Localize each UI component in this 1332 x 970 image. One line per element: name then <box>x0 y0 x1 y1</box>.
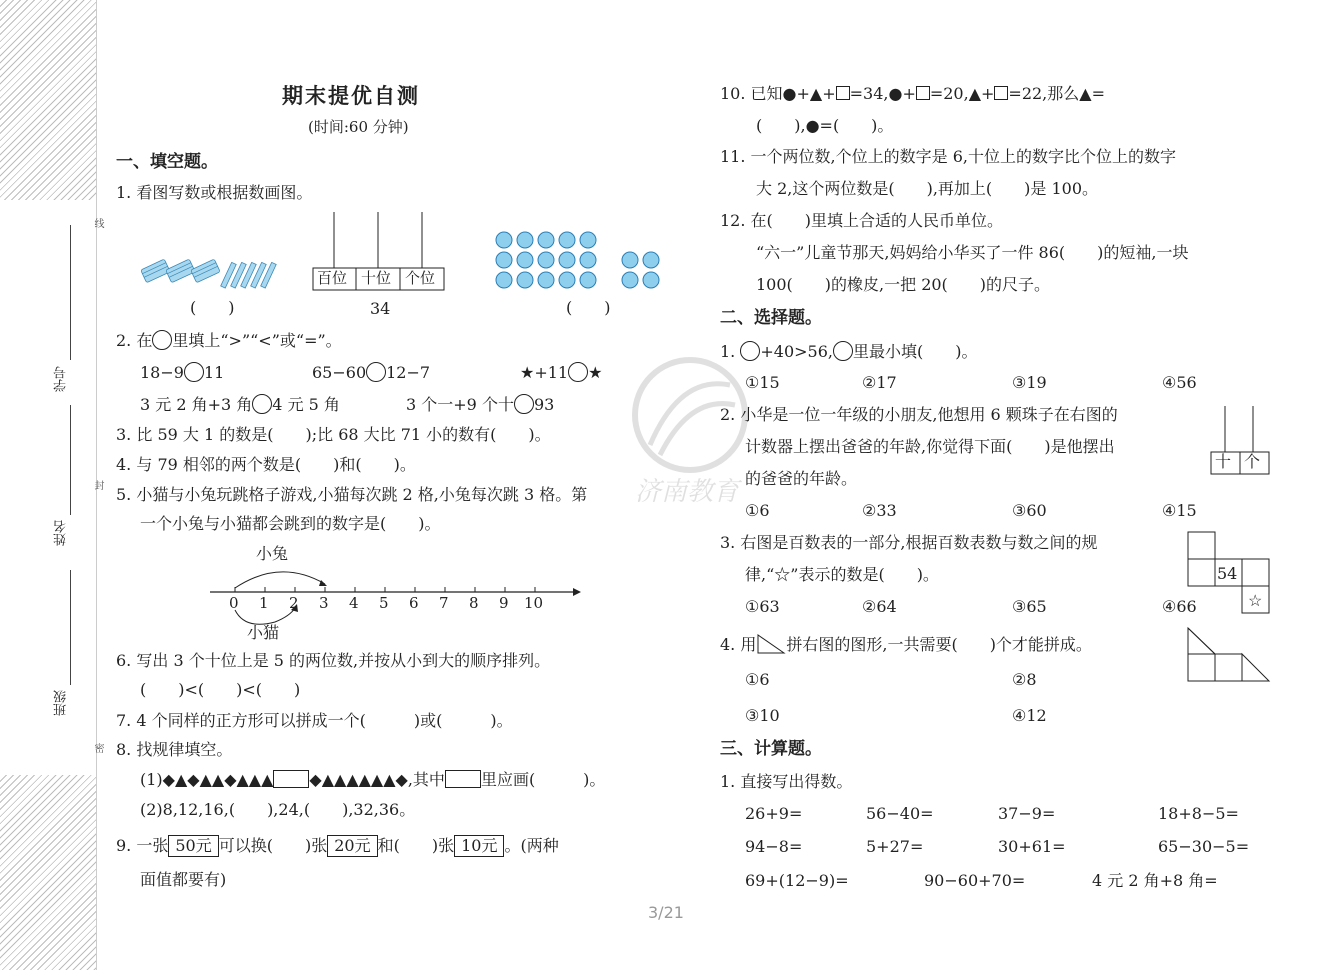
k1-text: 1. 直接写出得数。 <box>720 772 853 791</box>
watermark-text: 济南教育 <box>635 477 740 505</box>
c3-option-3: ③65 <box>1012 597 1047 616</box>
tick-2: 2 <box>289 594 299 612</box>
calc-1-1: 26+9= <box>745 804 803 823</box>
calc-1-3: 37−9= <box>998 804 1056 823</box>
label-student-id: 学号 <box>54 366 69 392</box>
calc-2-3: 30+61= <box>998 837 1066 856</box>
calc-3-1: 69+(12−9)= <box>745 871 849 890</box>
square-symbol-icon <box>994 86 1008 100</box>
mark-seal: 封 <box>92 480 103 490</box>
compare-circle-icon <box>514 394 534 414</box>
c2-text-3: 的爸爸的年龄。 <box>745 469 858 488</box>
calc-2-1: 94−8= <box>745 837 803 856</box>
q2-item-c: ★+11 ★ <box>520 363 603 382</box>
abacus-number: 34 <box>370 299 391 318</box>
abacus-label-hundreds: 百位 <box>317 269 348 287</box>
counter-label-tens: 十 <box>1215 452 1232 471</box>
c2-option-4: ④15 <box>1162 501 1197 520</box>
q8-part2: (2)8,12,16,( ),24,( ),32,36。 <box>140 800 416 819</box>
section-calculation: 三、计算题。 <box>720 739 822 759</box>
q2-item-a: 18−9 11 <box>140 363 225 382</box>
q8-part1: (1)◆▲◆▲▲◆▲▲▲ ◆▲▲▲▲▲▲◆,其中 里应画( )。 <box>140 770 606 789</box>
abacus-label-ones: 个位 <box>405 269 436 287</box>
q3-text: 3. 比 59 大 1 的数是( );比 68 大比 71 小的数有( )。 <box>116 425 551 444</box>
page-title: 期末提优自测 <box>282 83 420 108</box>
tick-1: 1 <box>259 594 269 612</box>
composite-shape-figure <box>1186 626 1272 684</box>
c3-option-1: ①63 <box>745 597 780 616</box>
q5-text-1: 5. 小猫与小兔玩跳格子游戏,小猫每次跳 2 格,小兔每次跳 3 格。第 <box>116 485 588 504</box>
q9-text-2: 面值都要有) <box>140 870 227 889</box>
q2-text: 2. 在 里填上“>”“<”或“=”。 <box>116 331 342 350</box>
q1-text: 1. 看图写数或根据数画图。 <box>116 183 313 202</box>
label-name: 姓名 <box>54 520 69 546</box>
page-number: 3/21 <box>648 903 684 922</box>
c4-option-1: ①6 <box>745 670 770 689</box>
id-underline <box>70 225 71 360</box>
mark-fold: 密 <box>92 743 103 753</box>
q2-item-b: 65−60 12−7 <box>312 363 431 382</box>
banknote-50: 50元 <box>168 835 218 857</box>
q1-blank-apples: ( ) <box>566 298 611 317</box>
cat-label: 小猫 <box>247 623 280 642</box>
square-symbol-icon <box>836 86 850 100</box>
c4-option-3: ③10 <box>745 706 780 725</box>
tick-7: 7 <box>439 594 449 612</box>
q2-item-d: 3 元 2 角+3 角 4 元 5 角 <box>140 395 340 414</box>
c3-text-2: 律,“☆”表示的数是( )。 <box>745 565 939 584</box>
compare-circle-icon <box>152 330 172 350</box>
rabbit-label: 小兔 <box>256 544 289 563</box>
c2-option-3: ③60 <box>1012 501 1047 520</box>
c1-option-1: ①15 <box>745 373 780 392</box>
section-fill-blank: 一、填空题。 <box>116 152 218 172</box>
q6-text: 6. 写出 3 个十位上是 5 的两位数,并按从小到大的顺序排列。 <box>116 651 551 670</box>
tick-5: 5 <box>379 594 389 612</box>
pattern-blank-box <box>273 770 309 788</box>
circle-blank-icon <box>740 341 760 361</box>
q7-text: 7. 4 个同样的正方形可以拼成一个( )或( )。 <box>116 711 513 730</box>
c3-option-2: ②64 <box>862 597 897 616</box>
c1-option-4: ④56 <box>1162 373 1197 392</box>
q10-text-1: 10. 已知●+▲+ =34,●+ =20,▲+ =22,那么▲= <box>720 84 1105 103</box>
tick-4: 4 <box>349 594 359 612</box>
margin-hatch-top <box>0 0 96 200</box>
margin-hatch-bottom <box>0 775 96 970</box>
c2-text-2: 计数器上摆出爸爸的年龄,你觉得下面( )是他摆出 <box>745 437 1115 456</box>
label-class: 班级 <box>54 690 69 716</box>
compare-circle-icon <box>366 362 386 382</box>
calc-2-4: 65−30−5= <box>1158 837 1250 856</box>
q10-text-2: ( ),●=( )。 <box>756 116 894 135</box>
q4-text: 4. 与 79 相邻的两个数是( )和( )。 <box>116 455 416 474</box>
section-choice: 二、选择题。 <box>720 308 822 328</box>
calc-1-2: 56−40= <box>866 804 934 823</box>
c1-option-3: ③19 <box>1012 373 1047 392</box>
c3-option-4: ④66 <box>1162 597 1197 616</box>
page-subtitle: (时间:60 分钟) <box>308 118 409 136</box>
compare-circle-icon <box>568 362 588 382</box>
q11-text-2: 大 2,这个两位数是( ),再加上( )是 100。 <box>756 179 1099 198</box>
banknote-20: 20元 <box>327 835 377 857</box>
q11-text-1: 11. 一个两位数,个位上的数字是 6,十位上的数字比个位上的数字 <box>720 147 1176 166</box>
calc-3-2: 90−60+70= <box>924 871 1026 890</box>
tick-6: 6 <box>409 594 419 612</box>
tick-10: 10 <box>524 594 544 612</box>
mark-line: 线 <box>92 218 103 228</box>
q5-text-2: 一个小兔与小猫都会跳到的数字是( )。 <box>140 514 441 533</box>
abacus-label-tens: 十位 <box>361 269 392 287</box>
tick-8: 8 <box>469 594 479 612</box>
q12-text-2: “六一”儿童节那天,妈妈给小华买了一件 86( )的短袖,一块 <box>756 243 1189 262</box>
c1-option-2: ②17 <box>862 373 897 392</box>
apples-figure <box>494 230 670 294</box>
q1-blank-sticks: ( ) <box>190 298 235 317</box>
banknote-10: 10元 <box>454 835 504 857</box>
c2-text-1: 2. 小华是一位一年级的小朋友,他想用 6 颗珠子在右图的 <box>720 405 1118 424</box>
name-underline <box>70 405 71 515</box>
q12-text-3: 100( )的橡皮,一把 20( )的尺子。 <box>756 275 1051 294</box>
c3-text-1: 3. 右图是百数表的一部分,根据百数表数与数之间的规 <box>720 533 1098 552</box>
triangle-icon <box>756 633 786 655</box>
c4-option-2: ②8 <box>1012 670 1037 689</box>
tick-9: 9 <box>499 594 509 612</box>
q2-item-e: 3 个一+9 个十 93 <box>406 395 555 414</box>
circle-blank-icon <box>833 341 853 361</box>
calc-1-4: 18+8−5= <box>1158 804 1239 823</box>
star-cell: ☆ <box>1248 591 1263 610</box>
class-underline <box>70 570 71 685</box>
compare-circle-icon <box>252 394 272 414</box>
calc-2-2: 5+27= <box>866 837 924 856</box>
tick-3: 3 <box>319 594 329 612</box>
c2-option-1: ①6 <box>745 501 770 520</box>
hundred-chart-54: 54 <box>1217 564 1238 583</box>
q12-text-1: 12. 在( )里填上合适的人民币单位。 <box>720 211 1004 230</box>
calc-3-3: 4 元 2 角+8 角= <box>1092 871 1218 890</box>
c4-text: 4. 用 拼右图的图形,一共需要( )个才能拼成。 <box>720 635 1092 654</box>
counter-label-ones: 个 <box>1244 452 1261 471</box>
c1-text: 1. +40>56, 里最小填( )。 <box>720 342 978 361</box>
q8-text: 8. 找规律填空。 <box>116 740 233 759</box>
q9-text: 9. 一张 50元 可以换( )张 20元 和( )张 10元 。(两种 <box>116 836 559 855</box>
compare-circle-icon <box>184 362 204 382</box>
c4-option-4: ④12 <box>1012 706 1047 725</box>
c2-option-2: ②33 <box>862 501 897 520</box>
counting-sticks-figure <box>140 250 282 292</box>
tick-0: 0 <box>229 594 239 612</box>
square-symbol-icon <box>916 86 930 100</box>
q6-blanks: ( )<( )<( ) <box>140 680 301 699</box>
pattern-blank-box <box>445 770 481 788</box>
